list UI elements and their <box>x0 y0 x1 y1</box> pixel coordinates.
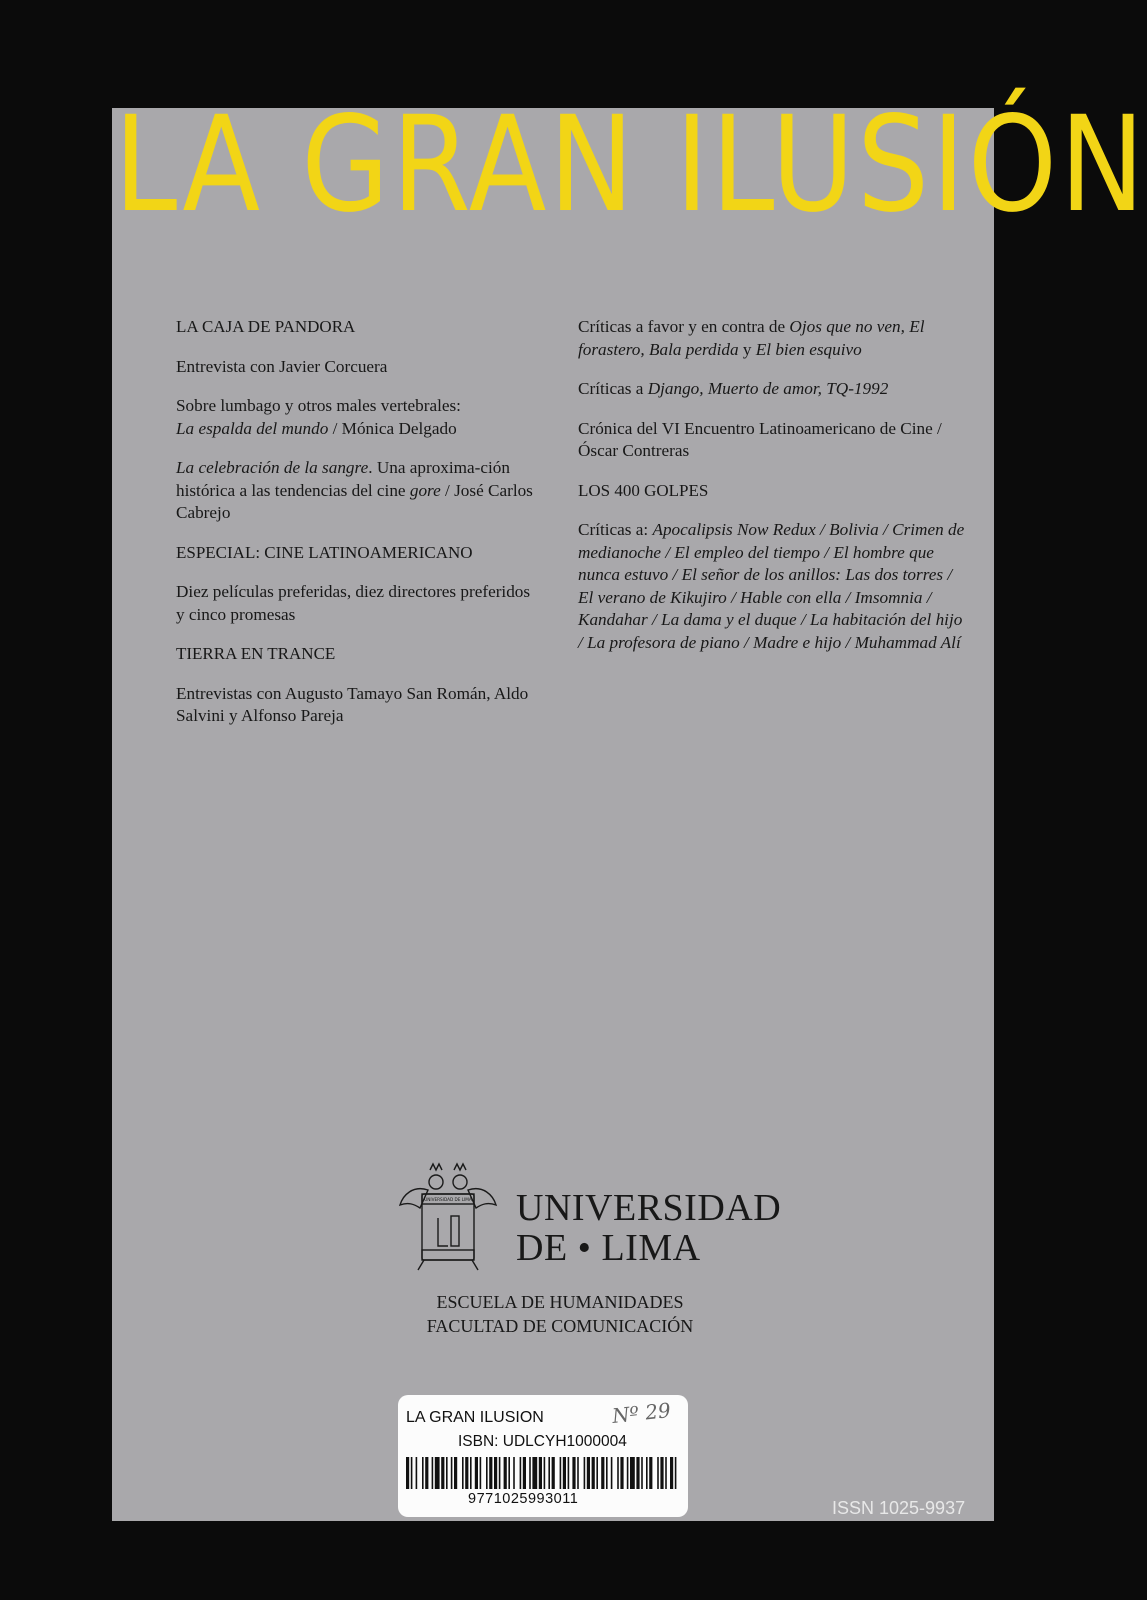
university-seal-logo <box>398 1160 498 1275</box>
barcode-bar <box>627 1457 629 1489</box>
barcode-bar <box>508 1457 510 1489</box>
barcode-bar <box>539 1457 542 1489</box>
barcode-bar <box>494 1457 497 1489</box>
barcode-bar <box>513 1457 515 1489</box>
barcode-bar <box>446 1457 448 1489</box>
barcode-bar <box>636 1457 639 1489</box>
university-name-line1: UNIVERSIDAD <box>516 1187 782 1229</box>
contents-item: Entrevistas con Augusto Tamayo San Román, Aldo Salvini y Alfonso Pareja <box>176 683 529 725</box>
barcode-bar <box>568 1457 570 1489</box>
barcode-bar <box>592 1457 595 1489</box>
barcode-bar <box>441 1457 444 1489</box>
barcode-bar <box>504 1457 507 1489</box>
barcode-bar <box>620 1457 623 1489</box>
barcode-bar <box>563 1457 566 1489</box>
library-barcode-sticker <box>398 1395 688 1517</box>
sticker-isbn: ISBN: UDLCYH1000004 <box>458 1433 627 1450</box>
school-block <box>360 1290 760 1338</box>
barcode-bar <box>584 1457 586 1489</box>
barcode-bar <box>641 1457 643 1489</box>
barcode-bar <box>529 1457 531 1489</box>
barcode-number: 9771025993011 <box>468 1491 579 1507</box>
section-heading: ESPECIAL: CINE LATINOAMERICANO <box>176 542 473 562</box>
barcode-bar <box>451 1457 453 1489</box>
contents-item: Diez películas preferidas, diez directores preferidos y cinco promesas <box>176 582 531 624</box>
barcode-bar <box>552 1457 555 1489</box>
barcode-bar <box>435 1457 440 1489</box>
university-name-line2: DE • LIMA <box>516 1227 701 1269</box>
seal-text: UNIVERSIDAD DE LIMA <box>424 1197 472 1202</box>
barcode-bar <box>657 1457 659 1489</box>
barcode-bar <box>617 1457 619 1489</box>
barcode-bar <box>454 1457 457 1489</box>
barcode-bar <box>611 1457 613 1489</box>
sticker-handwritten-number: Nº 29 <box>610 1397 672 1429</box>
barcode-bar <box>670 1457 673 1489</box>
barcode <box>406 1457 680 1489</box>
section-heading: LOS 400 GOLPES <box>578 480 709 500</box>
contents-item: Crónica del VI Encuentro Latinoamericano de Cine / Óscar Contreras <box>578 418 942 460</box>
barcode-bar <box>606 1457 608 1489</box>
barcode-bar <box>548 1457 550 1489</box>
contents-item: Críticas a: Apocalipsis Now Redux / Bolivia / Crimen de medianoche / El empleo del tiempo / El hombre que nunca estuvo / El señor de los anillos: Las dos torres / El verano de Kikujiro / Hable con ella / Imsomnia / Kandahar / La dama y el duque / La habitación del hijo / La profesora de piano / Madre e hijo / Muhammad Alí <box>578 520 965 652</box>
section-heading: LA CAJA DE PANDORA <box>176 317 356 336</box>
barcode-bar <box>406 1457 409 1489</box>
contents-right-column <box>578 316 968 671</box>
barcode-bar <box>480 1457 482 1489</box>
barcode-bar <box>649 1457 652 1489</box>
barcode-bar <box>520 1457 522 1489</box>
barcode-bar <box>499 1457 501 1489</box>
barcode-bar <box>630 1457 635 1489</box>
barcode-bar <box>572 1457 575 1489</box>
barcode-bar <box>601 1457 604 1489</box>
barcode-bar <box>425 1457 428 1489</box>
barcode-bar <box>596 1457 598 1489</box>
school-name: ESCUELA DE HUMANIDADES <box>436 1292 684 1312</box>
barcode-bar <box>462 1457 464 1489</box>
cover-title <box>112 88 1147 242</box>
barcode-bar <box>532 1457 537 1489</box>
barcode-bar <box>470 1457 472 1489</box>
barcode-bar <box>523 1457 526 1489</box>
cover-title-text: LA GRAN ILUSIÓN <box>114 88 1147 242</box>
faculty-name: FACULTAD DE COMUNICACIÓN <box>426 1316 694 1336</box>
university-name <box>516 1188 781 1268</box>
barcode-bar <box>475 1457 478 1489</box>
barcode-bar <box>646 1457 648 1489</box>
barcode-bar <box>416 1457 418 1489</box>
contents-item: Críticas a Django, Muerto de amor, TQ-1992 <box>578 379 889 398</box>
barcode-bar <box>422 1457 424 1489</box>
sticker-title: LA GRAN ILUSION <box>406 1409 544 1426</box>
contents-item: Sobre lumbago y otros males vertebrales: La espalda del mundo / Mónica Delgado <box>176 396 461 438</box>
barcode-bar <box>432 1457 434 1489</box>
contents-item: Críticas a favor y en contra de Ojos que no ven, El forastero, Bala perdida y El bien esquivo <box>578 317 925 359</box>
barcode-bar <box>489 1457 492 1489</box>
barcode-bar <box>577 1457 579 1489</box>
barcode-bar <box>544 1457 546 1489</box>
issn-number: ISSN 1025-9937 <box>832 1498 966 1518</box>
contents-item: La celebración de la sangre. Una aproxima-ción histórica a las tendencias del cine gore / José Carlos Cabrejo <box>176 458 533 522</box>
barcode-bar <box>587 1457 590 1489</box>
barcode-bar <box>486 1457 488 1489</box>
barcode-bar <box>665 1457 667 1489</box>
barcode-bar <box>465 1457 468 1489</box>
barcode-bar <box>675 1457 677 1489</box>
section-heading: TIERRA EN TRANCE <box>176 644 336 663</box>
contents-item: Entrevista con Javier Corcuera <box>176 356 388 376</box>
barcode-bar <box>411 1457 413 1489</box>
barcode-bar <box>660 1457 663 1489</box>
barcode-bar <box>560 1457 562 1489</box>
contents-left-column <box>176 316 536 745</box>
